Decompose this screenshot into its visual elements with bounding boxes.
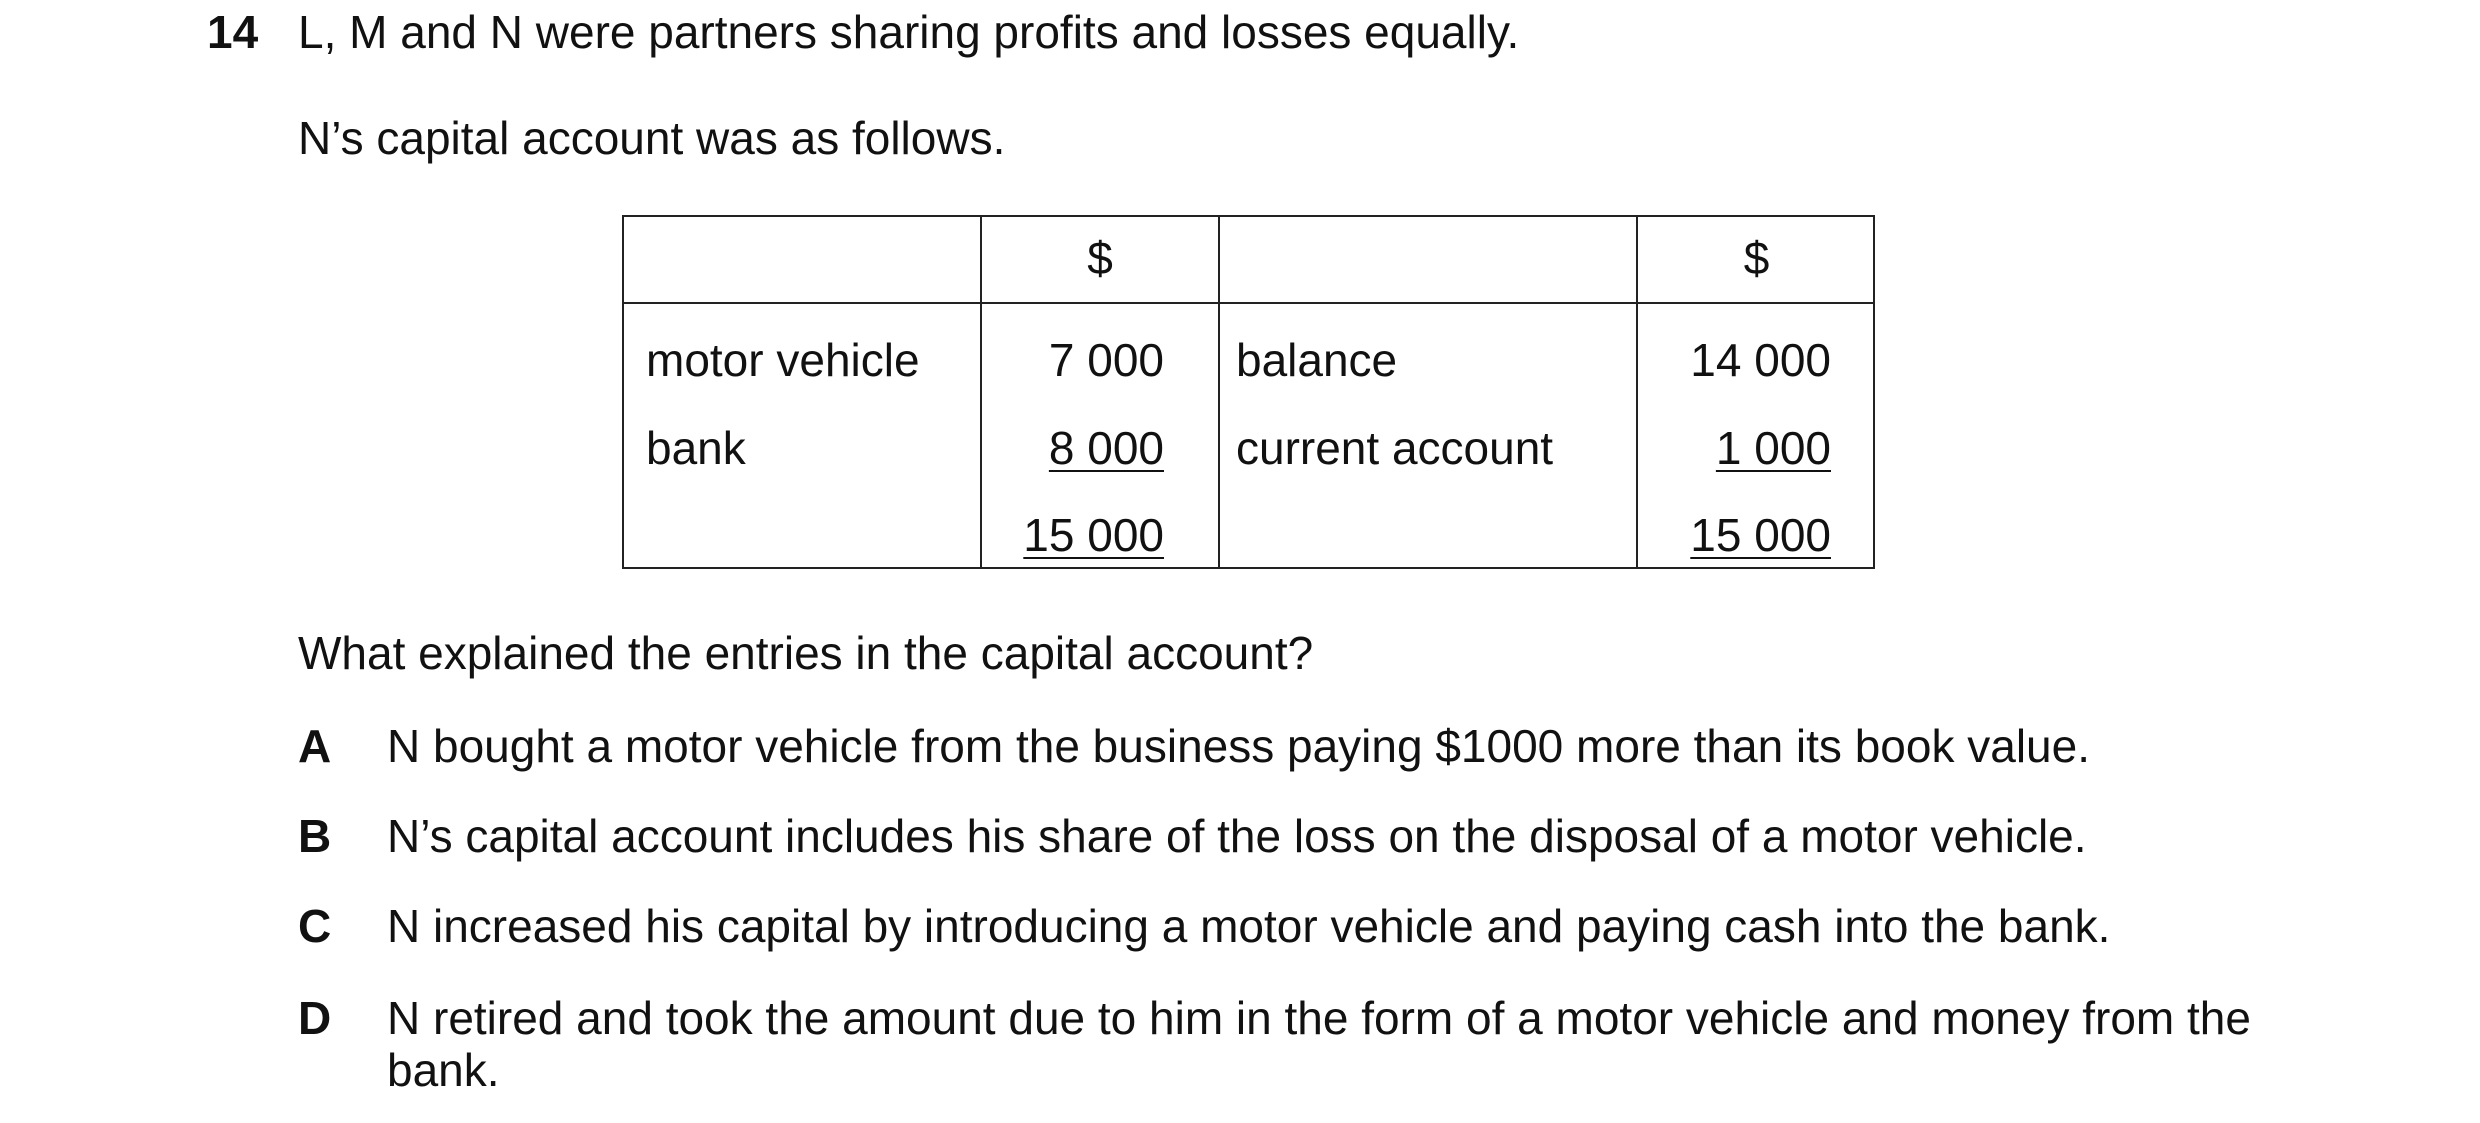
credit-amount-current-account: 1 000 bbox=[1715, 422, 1831, 474]
question-stem: L, M and N were partners sharing profits and losses equally. bbox=[298, 6, 1520, 58]
option-d-text[interactable]: N retired and took the amount due to him in the form of a motor vehicle and money from the bank. bbox=[387, 992, 2251, 1096]
header-divider bbox=[624, 302, 1873, 304]
option-a-letter: A bbox=[298, 720, 332, 772]
option-b-text[interactable]: N’s capital account includes his share of the loss on the disposal of a motor vehicle. bbox=[387, 810, 2087, 862]
credit-amount-balance: 14 000 bbox=[1690, 334, 1831, 386]
option-b-letter: B bbox=[298, 810, 332, 862]
column-divider bbox=[1218, 217, 1220, 567]
capital-account-table bbox=[622, 215, 1875, 569]
debit-label-motor-vehicle: motor vehicle bbox=[646, 334, 920, 386]
option-c-letter: C bbox=[298, 900, 332, 952]
option-a-text[interactable]: N bought a motor vehicle from the business paying $1000 more than its book value. bbox=[387, 720, 2090, 772]
credit-label-current-account: current account bbox=[1236, 422, 1554, 474]
question-number: 14 bbox=[207, 6, 259, 58]
question-prompt: What explained the entries in the capital account? bbox=[298, 627, 1314, 679]
debit-amount-motor-vehicle: 7 000 bbox=[1048, 334, 1164, 386]
credit-total: 15 000 bbox=[1690, 509, 1831, 561]
option-d-letter: D bbox=[298, 992, 332, 1044]
credit-currency-header: $ bbox=[1743, 232, 1770, 284]
debit-label-bank: bank bbox=[646, 422, 746, 474]
account-intro: N’s capital account was as follows. bbox=[298, 112, 1006, 164]
credit-label-balance: balance bbox=[1236, 334, 1398, 386]
debit-total: 15 000 bbox=[1023, 509, 1164, 561]
debit-amount-bank: 8 000 bbox=[1048, 422, 1164, 474]
debit-currency-header: $ bbox=[1087, 232, 1113, 284]
option-c-text[interactable]: N increased his capital by introducing a motor vehicle and paying cash into the bank. bbox=[387, 900, 2111, 952]
